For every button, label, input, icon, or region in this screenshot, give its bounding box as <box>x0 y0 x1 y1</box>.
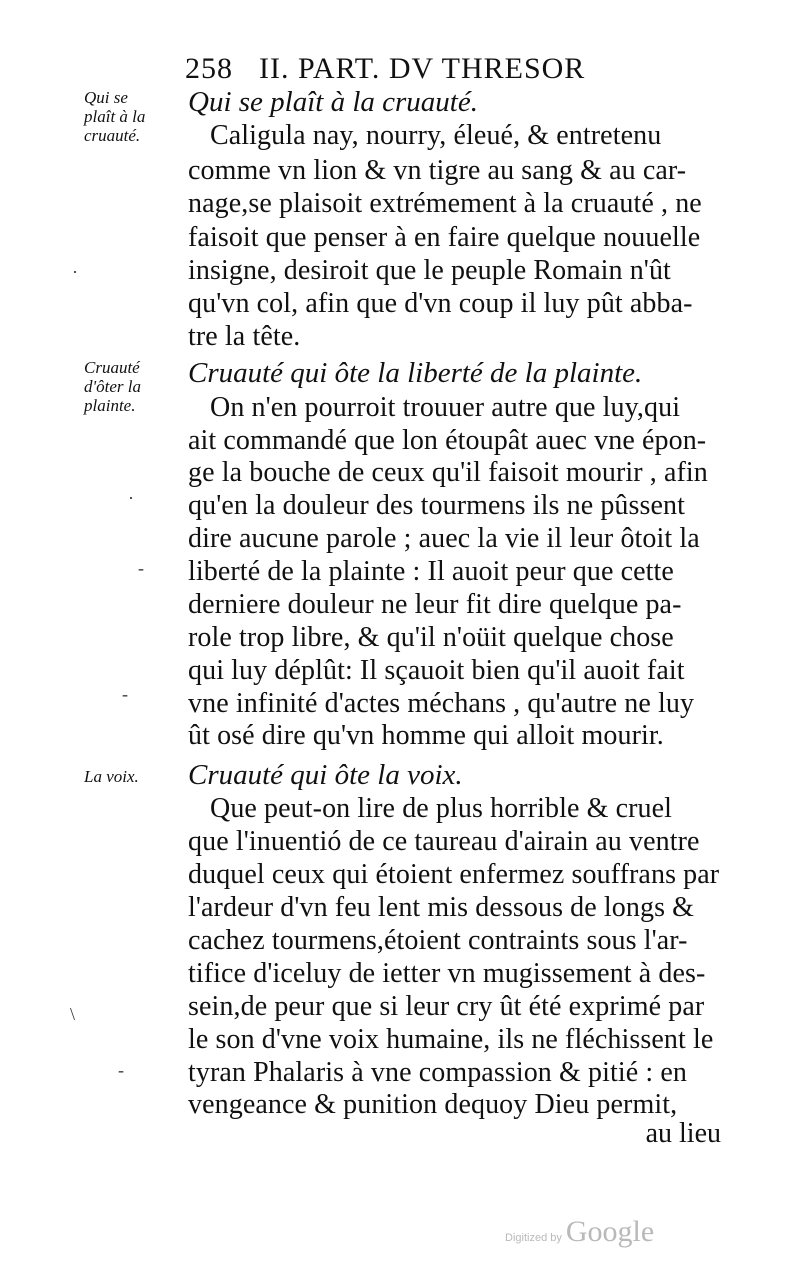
text-line: derniere douleur ne leur fit dire quelque pa- <box>188 589 682 620</box>
watermark-prefix: Digitized by <box>505 1232 562 1244</box>
text-line: tre la tête. <box>188 321 301 352</box>
text-line: tifice d'iceluy de ietter vn mugissement à des- <box>188 958 706 989</box>
text-line: qu'vn col, afin que d'vn coup il luy pût abba- <box>188 288 693 319</box>
margin-note-line: cruauté. <box>84 126 141 145</box>
text-line: nage,se plaisoit extrémement à la cruauté , ne <box>188 188 702 219</box>
catchword: au lieu <box>645 1118 721 1149</box>
text-line: ait commandé que lon étoupât auec vne épon- <box>188 425 707 456</box>
text-line: le son d'vne voix humaine, ils ne fléchissent le <box>188 1024 714 1055</box>
text-line: cachez tourmens,étoient contraints sous l'ar- <box>188 925 688 956</box>
margin-note-line: d'ôter la <box>84 377 141 396</box>
margin-note-line: Qui se <box>84 88 128 107</box>
page-number: 258 <box>185 52 233 85</box>
text-line: ût osé dire qu'vn homme qui alloit mourir. <box>188 720 664 751</box>
text-line: faisoit que penser à en faire quelque nouuelle <box>188 222 701 253</box>
stray-mark: · <box>128 488 134 508</box>
margin-note-1 <box>84 88 172 145</box>
text-line: Caligula nay, nourry, éleué, & entretenu <box>210 120 662 151</box>
stray-mark: \ <box>70 1004 76 1024</box>
text-line: tyran Phalaris à vne compassion & pitié : en <box>188 1057 687 1088</box>
text-line: duquel ceux qui étoient enfermez souffrans par <box>188 859 720 890</box>
section-heading-1: Qui se plaît à la cruauté. <box>188 86 478 118</box>
margin-note-line: plaît à la <box>84 107 146 126</box>
margin-note-line: Cruauté <box>84 358 140 377</box>
running-head <box>185 52 725 86</box>
text-line: que l'inuentió de ce taureau d'airain au ventre <box>188 826 700 857</box>
section-heading-2: Cruauté qui ôte la liberté de la plainte. <box>188 357 643 389</box>
margin-note-3 <box>84 767 172 786</box>
text-line: qu'en la douleur des tourmens ils ne pûssent <box>188 490 686 521</box>
stray-mark: - <box>118 1060 124 1080</box>
margin-note-line: plainte. <box>84 396 136 415</box>
text-line: dire aucune parole ; auec la vie il leur ôtoit la <box>188 523 700 554</box>
stray-mark: · <box>72 262 78 282</box>
text-line: l'ardeur d'vn feu lent mis dessous de longs & <box>188 892 695 923</box>
text-line: ge la bouche de ceux qu'il faisoit mourir , afin <box>188 457 708 488</box>
google-logo: Google <box>565 1215 655 1248</box>
margin-note-line: La voix. <box>84 767 139 786</box>
text-line: vengeance & punition dequoy Dieu permit, <box>188 1089 678 1120</box>
text-line: Que peut-on lire de plus horrible & cruel <box>210 793 673 824</box>
text-line: insigne, desiroit que le peuple Romain n'ût <box>188 255 671 286</box>
text-line: liberté de la plainte : Il auoit peur que cette <box>188 556 674 587</box>
text-line: vne infinité d'actes méchans , qu'autre ne luy <box>188 688 695 719</box>
stray-mark: - <box>122 684 128 704</box>
running-title: II. PART. DV THRESOR <box>259 52 586 85</box>
digitized-watermark <box>505 1215 654 1249</box>
text-line: role trop libre, & qu'il n'oüit quelque chose <box>188 622 674 653</box>
margin-note-2 <box>84 358 172 415</box>
stray-mark: - <box>138 558 144 578</box>
text-line: comme vn lion & vn tigre au sang & au car- <box>188 155 687 186</box>
text-line: On n'en pourroit trouuer autre que luy,qui <box>210 392 681 423</box>
text-line: qui luy déplût: Il sçauoit bien qu'il auoit fait <box>188 655 685 686</box>
section-heading-3: Cruauté qui ôte la voix. <box>188 759 463 791</box>
text-line: sein,de peur que si leur cry ût été exprimé par <box>188 991 705 1022</box>
